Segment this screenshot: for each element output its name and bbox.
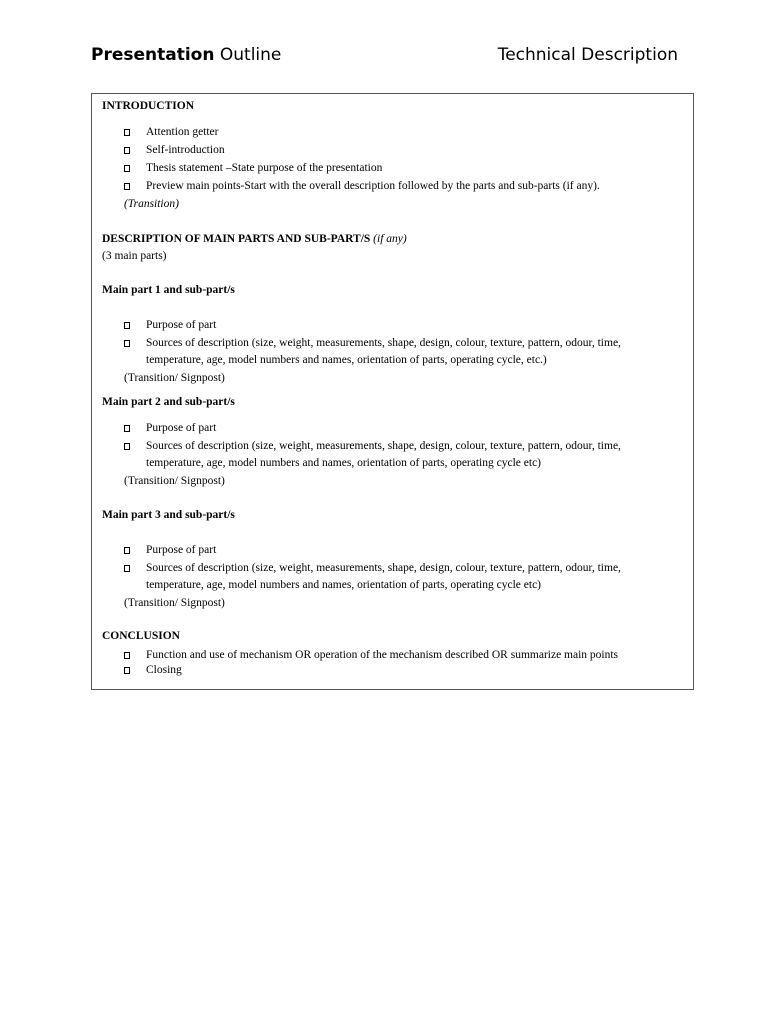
list-item: Attention getter — [146, 126, 219, 138]
list-item-continuation: temperature, age, model numbers and names, orientation of parts, operating cycle, etc.) — [146, 354, 547, 366]
part-3-heading: Main part 3 and sub-part/s — [102, 509, 235, 521]
checkbox-icon — [124, 443, 130, 450]
list-item: Function and use of mechanism OR operation of the mechanism described OR summarize main points — [146, 649, 619, 661]
checkbox-icon — [124, 565, 130, 572]
list-item: Preview main points-Start with the overall description followed by the parts and sub-parts (if any). — [146, 180, 600, 192]
description-heading — [102, 231, 407, 248]
transition-note: (Transition/ Signpost) — [124, 597, 225, 609]
page-title-rest: Outline — [214, 45, 282, 65]
checkbox-icon — [124, 183, 130, 190]
part-2-heading: Main part 2 and sub-part/s — [102, 396, 235, 408]
list-item: Sources of description (size, weight, measurements, shape, design, colour, texture, pattern, odour, time, — [146, 337, 621, 349]
checkbox-icon — [124, 147, 130, 154]
introduction-heading: INTRODUCTION — [102, 100, 195, 112]
checkbox-icon — [124, 547, 130, 554]
list-item: Purpose of part — [146, 319, 217, 331]
description-heading-suffix: (if any) — [373, 233, 407, 245]
list-item: Self-introduction — [146, 144, 225, 156]
transition-note: (Transition/ Signpost) — [124, 475, 225, 487]
checkbox-icon — [124, 425, 130, 432]
document-type-title: Technical Description — [497, 45, 678, 65]
list-item: Sources of description (size, weight, measurements, shape, design, colour, texture, pattern, odour, time, — [146, 562, 621, 574]
outline-box — [91, 93, 694, 690]
list-item: Purpose of part — [146, 544, 217, 556]
checkbox-icon — [124, 165, 130, 172]
page-title — [91, 45, 281, 65]
checkbox-icon — [124, 129, 130, 136]
list-item-continuation: temperature, age, model numbers and names, orientation of parts, operating cycle etc) — [146, 579, 541, 591]
checkbox-icon — [124, 667, 130, 674]
list-item-continuation: temperature, age, model numbers and names, orientation of parts, operating cycle etc) — [146, 457, 541, 469]
checkbox-icon — [124, 322, 130, 329]
description-heading-text: DESCRIPTION OF MAIN PARTS AND SUB-PART/S — [102, 233, 371, 245]
conclusion-heading: CONCLUSION — [102, 630, 180, 642]
part-1-heading: Main part 1 and sub-part/s — [102, 284, 235, 296]
list-item: Sources of description (size, weight, measurements, shape, design, colour, texture, pattern, odour, time, — [146, 440, 621, 452]
page-title-bold: Presentation — [91, 45, 215, 65]
page-header — [91, 45, 678, 69]
list-item: Thesis statement –State purpose of the presentation — [146, 162, 383, 174]
transition-note: (Transition) — [124, 198, 179, 210]
checkbox-icon — [124, 340, 130, 347]
transition-note: (Transition/ Signpost) — [124, 372, 225, 384]
checkbox-icon — [124, 652, 130, 659]
list-item: Purpose of part — [146, 422, 217, 434]
list-item: Closing — [146, 664, 182, 676]
description-subheading: (3 main parts) — [102, 250, 167, 262]
